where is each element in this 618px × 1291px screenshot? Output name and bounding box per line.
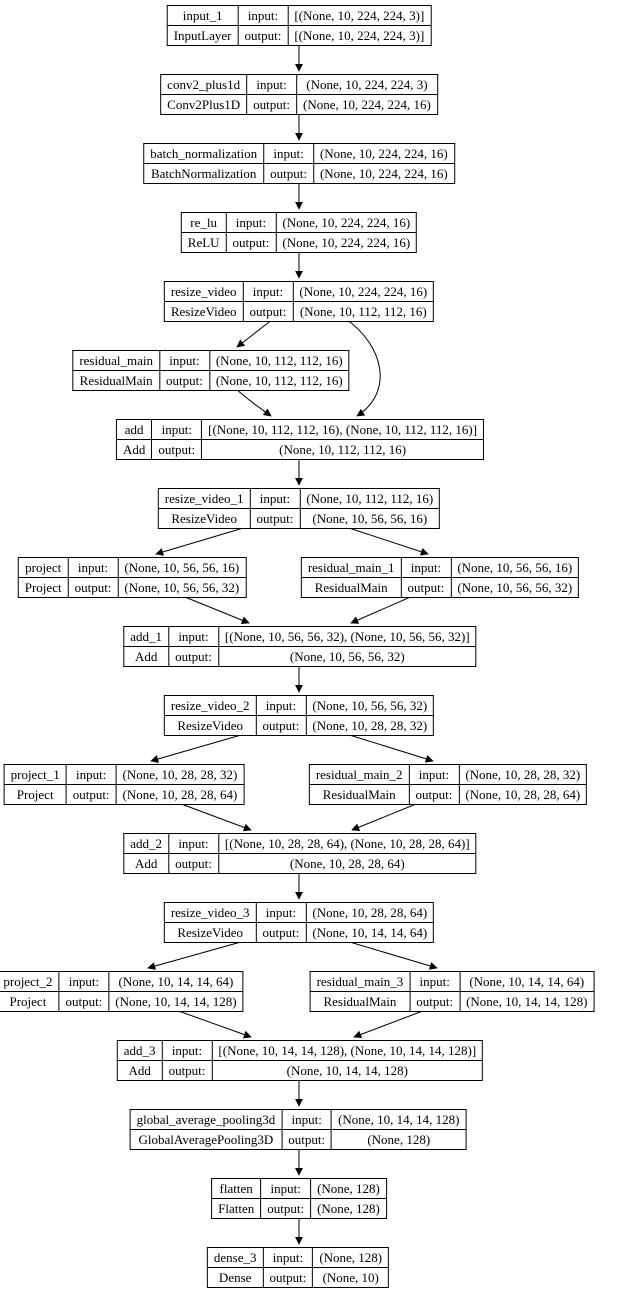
output-label: output: xyxy=(401,578,451,597)
layer-type: BatchNormalization xyxy=(144,164,264,183)
node-project_1 xyxy=(4,764,245,805)
output-label: output: xyxy=(160,371,210,390)
layer-name: dense_3 xyxy=(208,1248,264,1268)
layer-type: ResidualMain xyxy=(73,371,160,390)
edge-residual_main_1-add_1 xyxy=(351,595,415,623)
layer-name: resize_video xyxy=(165,282,244,302)
layer-name: add xyxy=(117,420,152,440)
input-shape: (None, 10, 224, 224, 16) xyxy=(293,282,433,302)
layer-type: Conv2Plus1D xyxy=(161,95,247,114)
layer-name: resize_video_2 xyxy=(165,696,257,716)
output-label: output: xyxy=(59,992,109,1011)
input-label: input: xyxy=(251,489,301,509)
input-label: input: xyxy=(59,972,109,992)
edge-resize_video_1-project xyxy=(156,526,250,554)
output-shape: (None, 10, 112, 112, 16) xyxy=(279,442,407,457)
output-shape: (None, 10, 112, 112, 16) xyxy=(299,304,427,319)
output-shape: [(None, 10, 224, 224, 3)] xyxy=(294,28,425,43)
edge-resize_video_2-residual_main_2 xyxy=(343,733,433,761)
layer-type: GlobalAveragePooling3D xyxy=(131,1130,283,1149)
input-shape: (None, 10, 14, 14, 64) xyxy=(109,972,242,992)
output-shape: (None, 128) xyxy=(367,1132,431,1147)
output-shape: (None, 10, 14, 14, 128) xyxy=(466,994,588,1009)
layer-name: project xyxy=(19,558,69,578)
node-project xyxy=(18,557,247,598)
node-residual_main_3 xyxy=(310,971,595,1012)
layer-name: residual_main_2 xyxy=(310,765,410,785)
output-label: output: xyxy=(227,233,277,252)
output-shape: (None, 10, 112, 112, 16) xyxy=(215,373,343,388)
input-label: input: xyxy=(244,282,294,302)
input-shape: (None, 10, 224, 224, 16) xyxy=(314,144,454,164)
layer-name: residual_main_3 xyxy=(311,972,411,992)
input-label: input: xyxy=(169,627,219,647)
input-label: input: xyxy=(163,1041,213,1061)
layer-type: InputLayer xyxy=(168,26,239,45)
node-batch_normalization xyxy=(143,143,455,184)
node-resize_video_3 xyxy=(164,902,434,943)
edge-resize_video_2-project_1 xyxy=(151,733,248,761)
input-label: input: xyxy=(263,1248,313,1268)
output-shape: (None, 10, 56, 56, 32) xyxy=(289,649,405,664)
node-add xyxy=(116,419,484,460)
output-shape: (None, 10, 28, 28, 32) xyxy=(312,718,428,733)
layer-type: Add xyxy=(117,440,152,459)
layer-type: Project xyxy=(5,785,67,804)
edge-residual_main-add xyxy=(235,388,271,416)
output-shape: (None, 10) xyxy=(322,1270,379,1285)
output-shape: (None, 10, 14, 14, 128) xyxy=(286,1063,408,1078)
layer-name: project_2 xyxy=(0,972,59,992)
input-label: input: xyxy=(264,144,314,164)
layer-name: global_average_pooling3d xyxy=(131,1110,283,1130)
input-shape: (None, 10, 28, 28, 32) xyxy=(117,765,244,785)
output-label: output: xyxy=(409,785,459,804)
output-shape: (None, 10, 28, 28, 64) xyxy=(122,787,238,802)
input-shape: (None, 10, 224, 224, 3) xyxy=(297,75,437,95)
input-label: input: xyxy=(282,1110,332,1130)
edge-residual_main_2-add_2 xyxy=(352,802,421,830)
node-re_lu xyxy=(181,212,417,253)
layer-type: Dense xyxy=(208,1268,264,1287)
input-shape: (None, 10, 56, 56, 32) xyxy=(306,696,433,716)
output-label: output: xyxy=(261,1199,311,1218)
output-label: output: xyxy=(67,785,117,804)
node-resize_video_1 xyxy=(158,488,440,529)
output-label: output: xyxy=(410,992,460,1011)
output-shape: (None, 128) xyxy=(317,1201,380,1216)
input-label: input: xyxy=(261,1179,311,1199)
output-shape: (None, 10, 224, 224, 16) xyxy=(282,235,411,250)
output-shape: (None, 10, 56, 56, 16) xyxy=(312,511,428,526)
input-label: input: xyxy=(67,765,117,785)
input-shape: (None, 10, 14, 14, 64) xyxy=(460,972,593,992)
output-label: output: xyxy=(247,95,297,114)
edge-resize_video-add-skip xyxy=(346,319,380,416)
output-label: output: xyxy=(282,1130,332,1149)
layer-name: batch_normalization xyxy=(144,144,264,164)
node-add_1 xyxy=(123,626,476,667)
layer-name: input_1 xyxy=(168,6,239,26)
layer-type: ResizeVideo xyxy=(165,302,244,321)
output-shape: (None, 10, 224, 224, 16) xyxy=(302,97,431,112)
output-label: output: xyxy=(169,647,219,666)
input-label: input: xyxy=(69,558,119,578)
edge-project-add_1 xyxy=(180,595,249,623)
input-label: input: xyxy=(410,972,460,992)
layer-type: ReLU xyxy=(182,233,227,252)
layer-name: resize_video_1 xyxy=(159,489,251,509)
edge-project_1-add_2 xyxy=(176,802,251,830)
output-shape: (None, 10, 28, 28, 64) xyxy=(465,787,581,802)
node-dense_3 xyxy=(207,1247,389,1288)
node-resize_video xyxy=(164,281,434,322)
input-shape: (None, 10, 224, 224, 16) xyxy=(276,213,416,233)
input-shape: (None, 10, 14, 14, 128) xyxy=(332,1110,465,1130)
output-label: output: xyxy=(257,923,307,942)
input-shape: [(None, 10, 28, 28, 64), (None, 10, 28, 28, 64)] xyxy=(219,834,476,854)
output-label: output: xyxy=(169,854,219,873)
input-shape: [(None, 10, 56, 56, 32), (None, 10, 56, 56, 32)] xyxy=(219,627,476,647)
layer-type: ResidualMain xyxy=(310,785,410,804)
input-label: input: xyxy=(152,420,202,440)
edge-resize_video_3-project_2 xyxy=(148,940,248,968)
output-label: output: xyxy=(264,164,314,183)
output-label: output: xyxy=(238,26,288,45)
output-label: output: xyxy=(244,302,294,321)
edge-project_2-add_3 xyxy=(173,1009,251,1037)
node-add_3 xyxy=(117,1040,483,1081)
layer-name: residual_main_1 xyxy=(302,558,402,578)
layer-name: resize_video_3 xyxy=(165,903,257,923)
node-resize_video_2 xyxy=(164,695,434,736)
layer-type: Add xyxy=(124,854,169,873)
node-project_2 xyxy=(0,971,244,1012)
edge-resize_video_3-residual_main_3 xyxy=(343,940,437,968)
layer-type: ResidualMain xyxy=(302,578,402,597)
input-label: input: xyxy=(238,6,288,26)
layer-name: re_lu xyxy=(182,213,227,233)
layer-name: flatten xyxy=(212,1179,261,1199)
layer-name: add_1 xyxy=(124,627,169,647)
output-shape: (None, 10, 56, 56, 32) xyxy=(457,580,573,595)
node-residual_main xyxy=(72,350,349,391)
layer-type: Add xyxy=(118,1061,163,1080)
input-label: input: xyxy=(247,75,297,95)
node-residual_main_1 xyxy=(301,557,579,598)
input-label: input: xyxy=(401,558,451,578)
input-shape: (None, 10, 28, 28, 32) xyxy=(459,765,586,785)
layer-type: Add xyxy=(124,647,169,666)
layer-type: ResizeVideo xyxy=(165,923,257,942)
input-shape: (None, 10, 56, 56, 16) xyxy=(118,558,245,578)
output-label: output: xyxy=(257,716,307,735)
edge-resize_video_1-residual_main_1 xyxy=(343,526,428,554)
input-shape: (None, 10, 112, 112, 16) xyxy=(300,489,439,509)
input-shape: (None, 10, 112, 112, 16) xyxy=(210,351,349,371)
layer-name: conv2_plus1d xyxy=(161,75,247,95)
layer-type: ResizeVideo xyxy=(165,716,257,735)
layer-type: ResizeVideo xyxy=(159,509,251,528)
layer-name: residual_main xyxy=(73,351,160,371)
input-shape: [(None, 10, 112, 112, 16), (None, 10, 112, 112, 16)] xyxy=(202,420,483,440)
node-flatten xyxy=(211,1178,387,1219)
output-label: output: xyxy=(263,1268,313,1287)
node-conv2_plus1d xyxy=(160,74,438,115)
edge-residual_main_3-add_3 xyxy=(354,1009,428,1037)
output-label: output: xyxy=(163,1061,213,1080)
node-add_2 xyxy=(123,833,476,874)
layer-name: add_2 xyxy=(124,834,169,854)
layer-type: Flatten xyxy=(212,1199,261,1218)
input-shape: (None, 10, 56, 56, 16) xyxy=(451,558,578,578)
layer-name: project_1 xyxy=(5,765,67,785)
output-shape: (None, 10, 224, 224, 16) xyxy=(319,166,448,181)
input-shape: (None, 10, 28, 28, 64) xyxy=(306,903,433,923)
layer-type: ResidualMain xyxy=(311,992,411,1011)
layer-name: add_3 xyxy=(118,1041,163,1061)
input-shape: (None, 128) xyxy=(311,1179,386,1199)
output-shape: (None, 10, 56, 56, 32) xyxy=(124,580,240,595)
input-label: input: xyxy=(257,903,307,923)
input-label: input: xyxy=(409,765,459,785)
output-shape: (None, 10, 14, 14, 64) xyxy=(312,925,428,940)
node-residual_main_2 xyxy=(309,764,587,805)
output-shape: (None, 10, 14, 14, 128) xyxy=(115,994,237,1009)
input-label: input: xyxy=(169,834,219,854)
node-input_1 xyxy=(167,5,432,46)
output-shape: (None, 10, 28, 28, 64) xyxy=(289,856,405,871)
output-label: output: xyxy=(69,578,119,597)
output-label: output: xyxy=(251,509,301,528)
input-label: input: xyxy=(160,351,210,371)
input-shape: (None, 128) xyxy=(313,1248,388,1268)
output-label: output: xyxy=(152,440,202,459)
edge-resize_video-residual_main xyxy=(237,319,273,347)
input-label: input: xyxy=(257,696,307,716)
input-label: input: xyxy=(227,213,277,233)
input-shape: [(None, 10, 14, 14, 128), (None, 10, 14, 14, 128)] xyxy=(212,1041,482,1061)
layer-type: Project xyxy=(0,992,59,1011)
input-shape: [(None, 10, 224, 224, 3)] xyxy=(288,6,430,26)
layer-type: Project xyxy=(19,578,69,597)
node-global_average_pooling3d xyxy=(130,1109,467,1150)
